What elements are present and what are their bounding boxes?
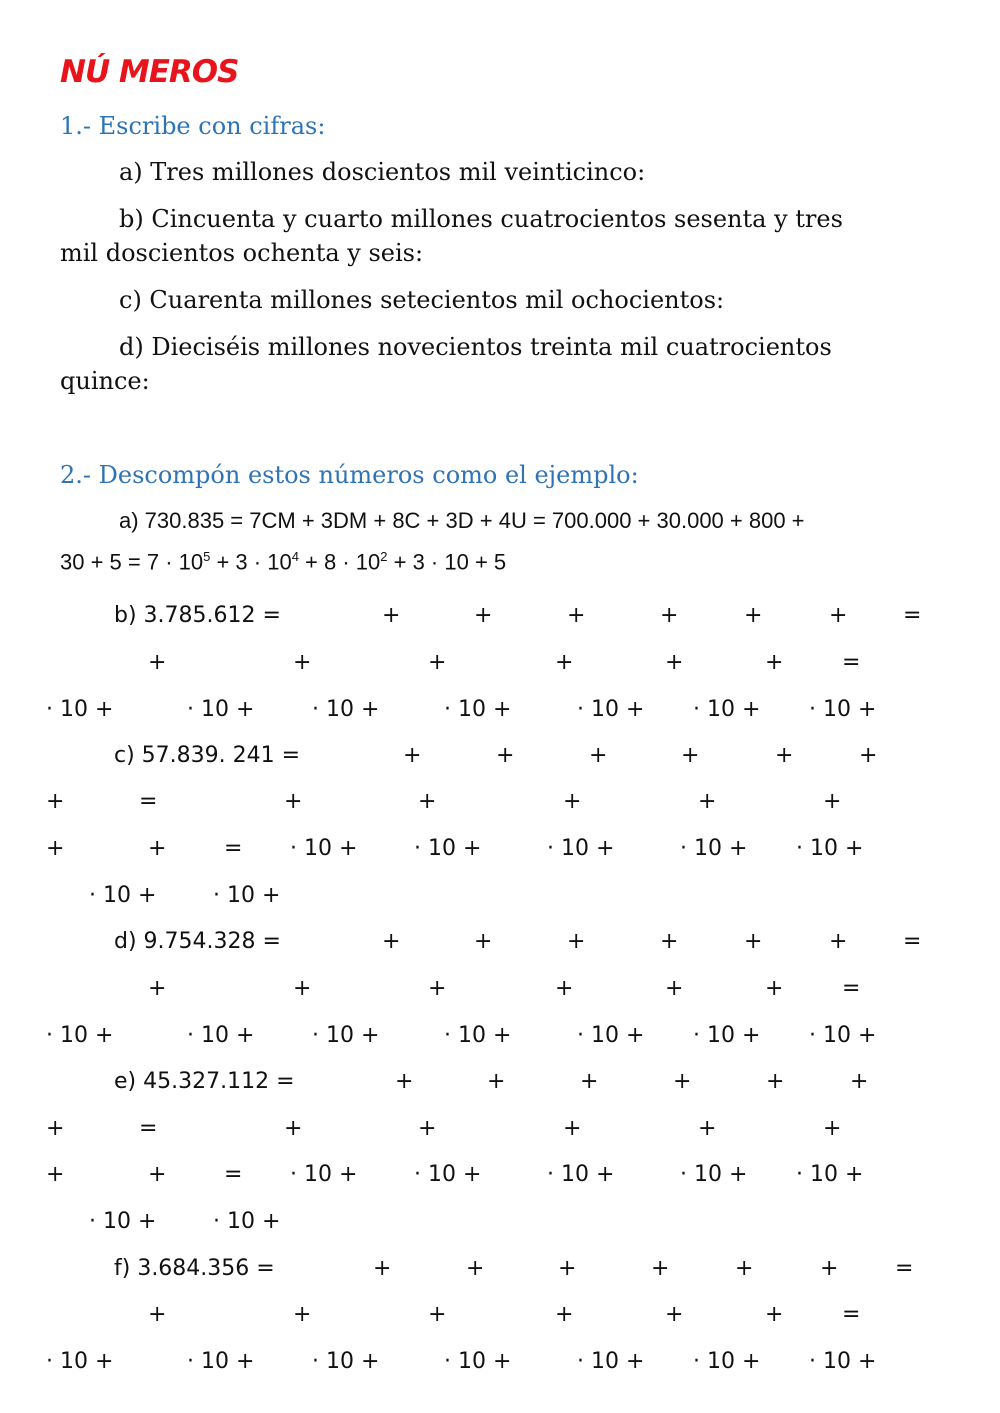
power-term: · 10 + — [577, 697, 645, 722]
power-term: · 10 + — [693, 1349, 761, 1374]
power-term: · 10 + — [312, 697, 380, 722]
exercise-1-item-d-line1: d) Dieciséis millones novecientos treinta mil cuatrocientos — [119, 333, 832, 361]
exercise-1-heading: 1.- Escribe con cifras: — [60, 112, 326, 140]
plus-sign: + — [744, 929, 763, 954]
plus-sign: + — [496, 743, 515, 768]
plus-sign: + — [148, 650, 167, 675]
page-title: NÚ MEROS — [60, 54, 239, 90]
equals-sign: = — [139, 789, 158, 814]
example-line-1: a) 730.835 = 7CM + 3DM + 8C + 3D + 4U = 700.000 + 30.000 + 800 + — [119, 508, 805, 533]
plus-sign: + — [382, 929, 401, 954]
plus-sign: + — [428, 976, 447, 1001]
power-term: · 10 + — [444, 1023, 512, 1048]
plus-sign: + — [660, 929, 679, 954]
power-term: · 10 + — [89, 1209, 157, 1234]
plus-sign: + — [293, 650, 312, 675]
exercise-1-item-b-line1: b) Cincuenta y cuarto millones cuatrocientos sesenta y tres — [119, 205, 843, 233]
plus-sign: + — [474, 929, 493, 954]
power-term: · 10 + — [547, 836, 615, 861]
plus-sign: + — [698, 1116, 717, 1141]
power-term: · 10 + — [46, 697, 114, 722]
power-term: · 10 + — [693, 697, 761, 722]
item-e-row-1 — [0, 1069, 1000, 1101]
equals-sign: = — [224, 1162, 243, 1187]
plus-sign: + — [46, 1116, 65, 1141]
plus-sign: + — [284, 1116, 303, 1141]
plus-sign: + — [428, 1302, 447, 1327]
plus-sign: + — [428, 650, 447, 675]
exercise-1-item-a: a) Tres millones doscientos mil veinticinco: — [119, 158, 646, 186]
plus-sign: + — [823, 1116, 842, 1141]
plus-sign: + — [735, 1256, 754, 1281]
item-b-row-3 — [0, 697, 1000, 729]
plus-sign: + — [558, 1256, 577, 1281]
power-term: · 10 + — [312, 1349, 380, 1374]
plus-sign: + — [563, 789, 582, 814]
power-term: · 10 + — [290, 1162, 358, 1187]
equals-sign: = — [842, 650, 861, 675]
plus-sign: + — [563, 1116, 582, 1141]
power-term: · 10 + — [796, 836, 864, 861]
power-term: · 10 + — [809, 1023, 877, 1048]
power-term: · 10 + — [89, 883, 157, 908]
power-term: · 10 + — [414, 1162, 482, 1187]
exercise-1-item-c: c) Cuarenta millones setecientos mil ochocientos: — [119, 286, 725, 314]
power-term: · 10 + — [187, 697, 255, 722]
power-term: · 10 + — [46, 1349, 114, 1374]
plus-sign: + — [567, 929, 586, 954]
plus-sign: + — [660, 603, 679, 628]
plus-sign: + — [765, 1302, 784, 1327]
power-term: · 10 + — [290, 836, 358, 861]
equals-sign: = — [842, 976, 861, 1001]
plus-sign: + — [373, 1256, 392, 1281]
plus-sign: + — [555, 976, 574, 1001]
plus-sign: + — [555, 1302, 574, 1327]
exercise-1-item-d-line2: quince: — [60, 367, 150, 395]
plus-sign: + — [820, 1256, 839, 1281]
item-c-row-2 — [0, 789, 1000, 821]
item-b-row-2 — [0, 650, 1000, 682]
plus-sign: + — [46, 1162, 65, 1187]
plus-sign: + — [765, 976, 784, 1001]
plus-sign: + — [148, 836, 167, 861]
item-e-row-3 — [0, 1162, 1000, 1194]
plus-sign: + — [284, 789, 303, 814]
equals-sign: = — [842, 1302, 861, 1327]
plus-sign: + — [765, 650, 784, 675]
item-e-label: e) 45.327.112 = — [114, 1069, 295, 1094]
power-term: · 10 + — [312, 1023, 380, 1048]
item-b-row-1 — [0, 603, 1000, 635]
plus-sign: + — [466, 1256, 485, 1281]
plus-sign: + — [665, 976, 684, 1001]
power-term: · 10 + — [796, 1162, 864, 1187]
plus-sign: + — [148, 1162, 167, 1187]
plus-sign: + — [665, 650, 684, 675]
plus-sign: + — [555, 650, 574, 675]
power-term: · 10 + — [577, 1023, 645, 1048]
plus-sign: + — [766, 1069, 785, 1094]
item-c-row-4 — [0, 883, 1000, 915]
item-f-row-1 — [0, 1256, 1000, 1288]
equals-sign: = — [903, 929, 922, 954]
item-e-row-4 — [0, 1209, 1000, 1241]
power-term: · 10 + — [444, 1349, 512, 1374]
plus-sign: + — [850, 1069, 869, 1094]
plus-sign: + — [46, 836, 65, 861]
plus-sign: + — [651, 1256, 670, 1281]
item-c-row-1 — [0, 743, 1000, 775]
plus-sign: + — [395, 1069, 414, 1094]
plus-sign: + — [487, 1069, 506, 1094]
power-term: · 10 + — [46, 1023, 114, 1048]
plus-sign: + — [148, 976, 167, 1001]
power-term: · 10 + — [809, 697, 877, 722]
plus-sign: + — [580, 1069, 599, 1094]
power-term: · 10 + — [547, 1162, 615, 1187]
plus-sign: + — [829, 603, 848, 628]
plus-sign: + — [418, 789, 437, 814]
item-c-label: c) 57.839. 241 = — [114, 743, 301, 768]
example-line-2: $30 + 5 = 7 \cdot 10^5 + 3 \cdot 10^4 + 8 \cdot 10^2 + 3 \cdot 10 + 5$ — [60, 549, 507, 575]
item-f-row-2 — [0, 1302, 1000, 1334]
plus-sign: + — [698, 789, 717, 814]
item-d-row-2 — [0, 976, 1000, 1008]
plus-sign: + — [382, 603, 401, 628]
item-d-row-3 — [0, 1023, 1000, 1055]
plus-sign: + — [665, 1302, 684, 1327]
plus-sign: + — [823, 789, 842, 814]
plus-sign: + — [148, 1302, 167, 1327]
power-term: · 10 + — [693, 1023, 761, 1048]
exercise-1-item-b-line2: mil doscientos ochenta y seis: — [60, 239, 424, 267]
plus-sign: + — [293, 976, 312, 1001]
plus-sign: + — [681, 743, 700, 768]
item-e-row-2 — [0, 1116, 1000, 1148]
equals-sign: = — [139, 1116, 158, 1141]
power-term: · 10 + — [213, 883, 281, 908]
power-term: · 10 + — [414, 836, 482, 861]
item-f-row-3 — [0, 1349, 1000, 1381]
power-term: · 10 + — [577, 1349, 645, 1374]
power-term: · 10 + — [680, 836, 748, 861]
plus-sign: + — [418, 1116, 437, 1141]
power-term: · 10 + — [187, 1349, 255, 1374]
power-term: · 10 + — [187, 1023, 255, 1048]
plus-sign: + — [589, 743, 608, 768]
plus-sign: + — [744, 603, 763, 628]
plus-sign: + — [829, 929, 848, 954]
equals-sign: = — [895, 1256, 914, 1281]
equals-sign: = — [903, 603, 922, 628]
plus-sign: + — [403, 743, 422, 768]
exercise-2-heading: 2.- Descompón estos números como el ejemplo: — [60, 461, 639, 489]
item-b-label: b) 3.785.612 = — [114, 603, 281, 628]
power-term: · 10 + — [680, 1162, 748, 1187]
item-d-label: d) 9.754.328 = — [114, 929, 281, 954]
power-term: · 10 + — [809, 1349, 877, 1374]
plus-sign: + — [775, 743, 794, 768]
power-term: · 10 + — [213, 1209, 281, 1234]
plus-sign: + — [859, 743, 878, 768]
item-c-row-3 — [0, 836, 1000, 868]
plus-sign: + — [293, 1302, 312, 1327]
plus-sign: + — [474, 603, 493, 628]
plus-sign: + — [46, 789, 65, 814]
equals-sign: = — [224, 836, 243, 861]
item-f-label: f) 3.684.356 = — [114, 1256, 275, 1281]
item-d-row-1 — [0, 929, 1000, 961]
plus-sign: + — [673, 1069, 692, 1094]
power-term: · 10 + — [444, 697, 512, 722]
plus-sign: + — [567, 603, 586, 628]
